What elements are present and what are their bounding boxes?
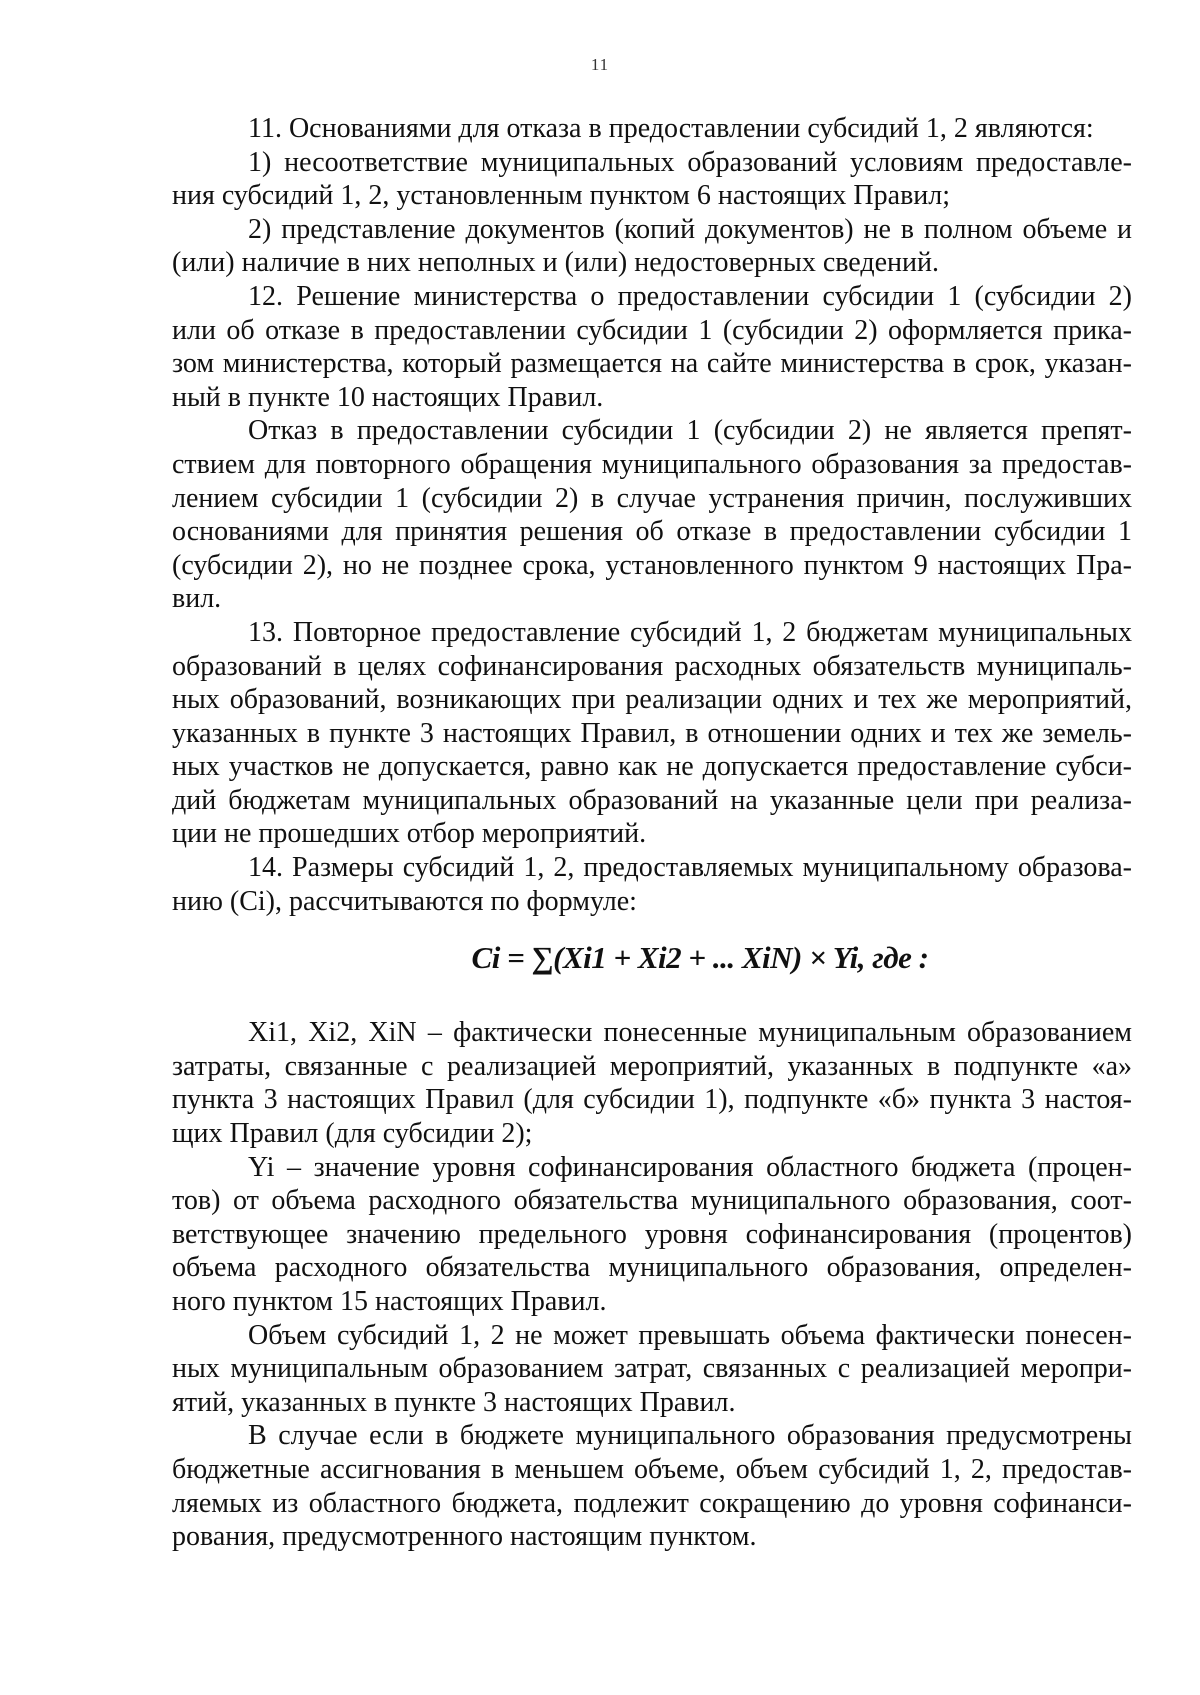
text-line: ции не прошедших отбор мероприятий. bbox=[172, 818, 647, 850]
text-line: ствием для повторного обращения муниципального образования за предостав- bbox=[172, 448, 1132, 480]
text-line: (субсидии 2), но не позднее срока, установленного пунктом 9 настоящих Пра- bbox=[172, 549, 1132, 581]
text-line: Объем субсидий 1, 2 не может превышать объема фактически понесен- bbox=[248, 1319, 1132, 1351]
text-line: объема расходного обязательства муниципального образования, определен- bbox=[172, 1252, 1132, 1284]
document-body bbox=[172, 112, 1132, 1554]
text-line: В случае если в бюджете муниципального образования предусмотрены bbox=[248, 1420, 1132, 1452]
text-line: ных участков не допускается, равно как не допускается предоставление субси- bbox=[172, 751, 1132, 783]
text-line: 1) несоответствие муниципальных образований условиям предоставле- bbox=[248, 146, 1132, 178]
text-line: ветствующее значению предельного уровня софинансирования (процентов) bbox=[172, 1218, 1132, 1250]
text-block-before-formula bbox=[172, 112, 1132, 918]
text-line: дий бюджетам муниципальных образований на указанные цели при реализа- bbox=[172, 784, 1132, 816]
text-line: Отказ в предоставлении субсидии 1 (субсидии 2) не является препят- bbox=[248, 415, 1132, 447]
text-line: лением субсидии 1 (субсидии 2) в случае устранения причин, послуживших bbox=[172, 482, 1132, 514]
text-line: ных образований, возникающих при реализации одних и тех же мероприятий, bbox=[172, 684, 1132, 716]
subsidy-formula: Ci = ∑(Xi1 + Xi2 + ... XiN) × Yi, где : bbox=[471, 940, 929, 976]
text-line: 12. Решение министерства о предоставлении субсидии 1 (субсидии 2) bbox=[248, 280, 1132, 312]
text-line: Yi – значение уровня софинансирования областного бюджета (процен- bbox=[248, 1151, 1132, 1183]
text-line: рования, предусмотренного настоящим пунктом. bbox=[172, 1521, 757, 1553]
text-line: 14. Размеры субсидий 1, 2, предоставляемых муниципальному образова- bbox=[248, 852, 1132, 884]
text-line: ляемых из областного бюджета, подлежит сокращению до уровня софинанси- bbox=[172, 1487, 1132, 1519]
text-line: 11. Основаниями для отказа в предоставлении субсидий 1, 2 являются: bbox=[248, 113, 1094, 144]
text-line: ния субсидий 1, 2, установленным пунктом 6 настоящих Правил; bbox=[172, 180, 951, 212]
text-line: ятий, указанных в пункте 3 настоящих Правил. bbox=[172, 1386, 736, 1418]
text-line: бюджетные ассигнования в меньшем объеме, объем субсидий 1, 2, предостав- bbox=[172, 1453, 1132, 1485]
text-line: нию (Ci), рассчитываются по формуле: bbox=[172, 885, 637, 917]
text-line: 13. Повторное предоставление субсидий 1, 2 бюджетам муниципальных bbox=[248, 616, 1132, 648]
text-line: тов) от объема расходного обязательства муниципального образования, соот- bbox=[172, 1185, 1132, 1217]
text-line: основаниями для принятия решения об отказе в предоставлении субсидии 1 bbox=[172, 516, 1132, 548]
text-line: (или) наличие в них неполных и (или) недостоверных сведений. bbox=[172, 247, 939, 279]
page-number: 11 bbox=[590, 55, 610, 74]
text-line: образований в целях софинансирования расходных обязательств муниципаль- bbox=[172, 650, 1132, 682]
text-line: ный в пункте 10 настоящих Правил. bbox=[172, 381, 604, 413]
text-line: зом министерства, который размещается на сайте министерства в срок, указан- bbox=[172, 348, 1132, 380]
text-line: Xi1, Xi2, XiN – фактически понесенные муниципальным образованием bbox=[248, 1017, 1132, 1049]
text-line: пункта 3 настоящих Правил (для субсидии 1), подпункте «б» пункта 3 настоя- bbox=[172, 1084, 1132, 1116]
text-block-after-formula bbox=[172, 1016, 1132, 1554]
text-line: или об отказе в предоставлении субсидии 1 (субсидии 2) оформляется прика- bbox=[172, 314, 1132, 346]
text-line: щих Правил (для субсидии 2); bbox=[172, 1118, 533, 1150]
text-line: ных муниципальным образованием затрат, связанных с реализацией меропри- bbox=[172, 1353, 1132, 1385]
text-line: указанных в пункте 3 настоящих Правил, в отношении одних и тех же земель- bbox=[172, 717, 1132, 749]
text-line: вил. bbox=[172, 583, 222, 615]
text-line: затраты, связанные с реализацией мероприятий, указанных в подпункте «а» bbox=[172, 1050, 1132, 1082]
text-line: ного пунктом 15 настоящих Правил. bbox=[172, 1286, 607, 1317]
text-line: 2) представление документов (копий документов) не в полном объеме и bbox=[248, 213, 1132, 245]
